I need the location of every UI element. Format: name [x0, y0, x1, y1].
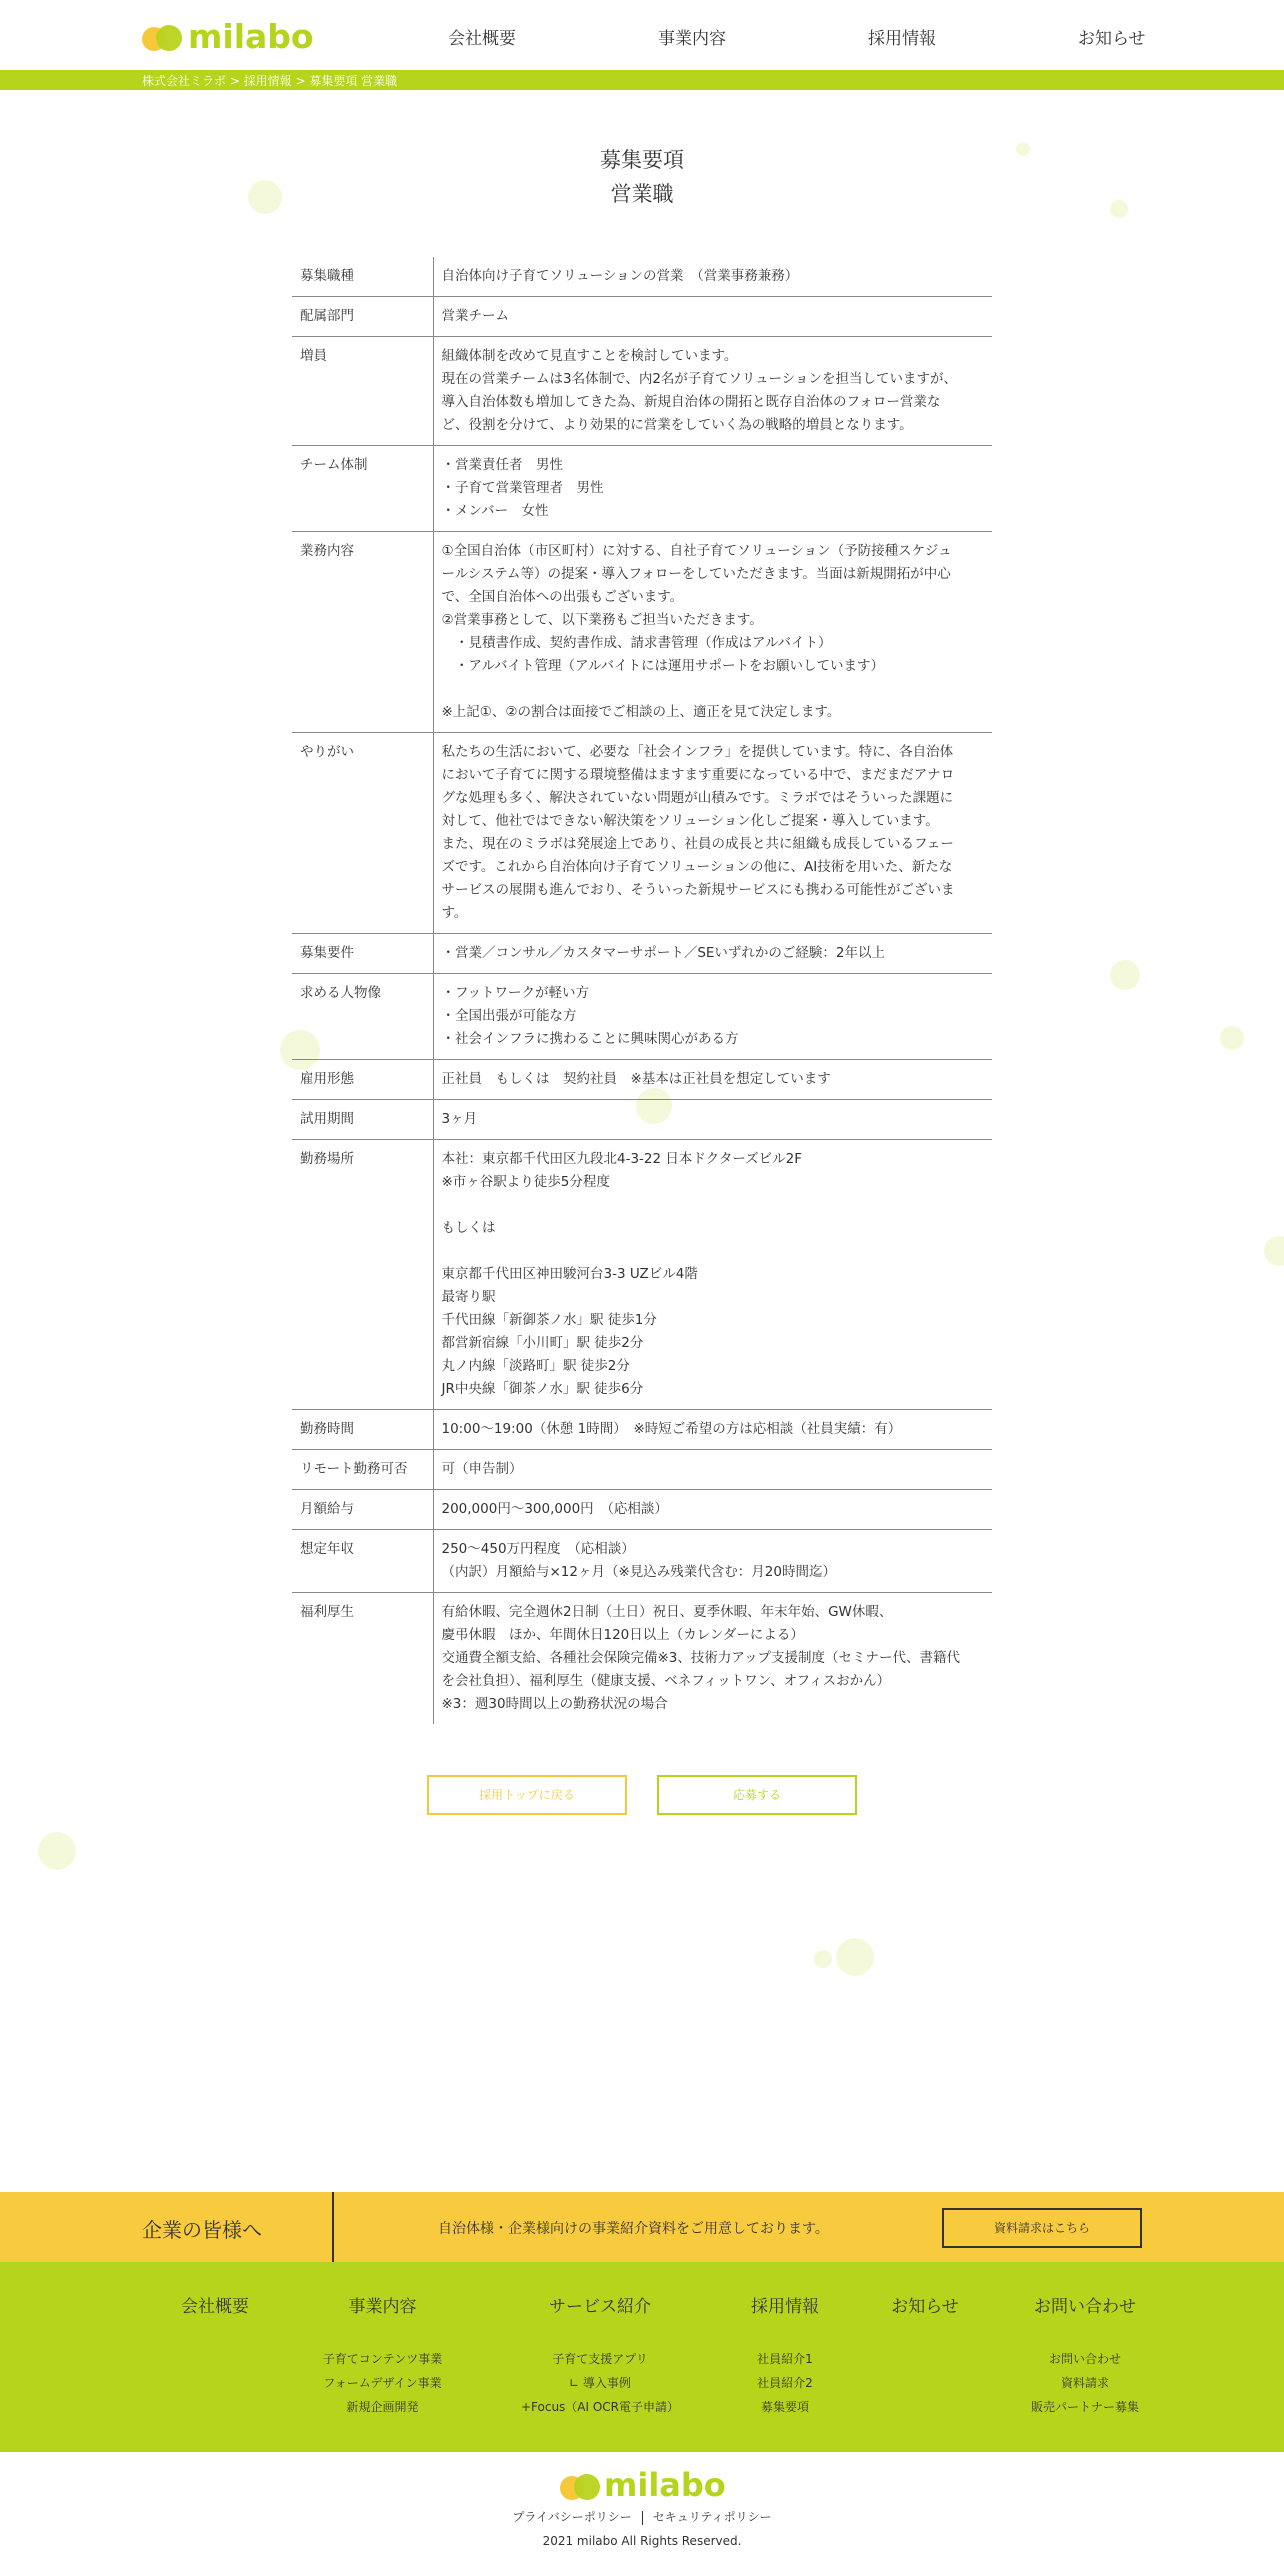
footer-heading[interactable]: サービス紹介: [549, 2297, 651, 2317]
banner-title: 企業の皆様へ: [142, 2218, 262, 2242]
decorative-bubble: [814, 1950, 832, 1968]
table-row: [292, 1450, 992, 1490]
footer-col-recruit: [740, 2292, 830, 2419]
footer-heading[interactable]: 採用情報: [751, 2297, 819, 2317]
table-row: [292, 1060, 992, 1100]
nav-recruit[interactable]: 採用情報: [868, 29, 936, 49]
footer-heading[interactable]: 会社概要: [181, 2297, 249, 2317]
row-value: 有給休暇、完全週休2日制（土日）祝日、夏季休暇、年末年始、GW休暇、 慶弔休暇 ほか、年間休日120日以上（カレンダーによる） 交通費全額支給、各種社会保険完備※3、技術力アップ支援制度（セミナー代、書籍代 を会社負担）、福利厚生（健康支援、ベネフィットワン、オフィスおかん） ※3：週30時間以上の勤務状況の場合: [441, 1604, 960, 1712]
site-logo[interactable]: [142, 18, 314, 54]
footer-col-services: [500, 2292, 700, 2419]
table-row: [292, 1410, 992, 1450]
footer-link[interactable]: ∟ 導入事例: [569, 2376, 631, 2390]
table-row: [292, 1593, 992, 1725]
nav-news[interactable]: お知らせ: [1078, 29, 1146, 49]
page-title: 募集要項: [600, 148, 684, 172]
policy-links: [0, 2508, 1284, 2525]
request-materials-button[interactable]: 資料請求はこちら: [942, 2208, 1142, 2248]
row-value: ・営業責任者 男性 ・子育て営業管理者 男性 ・メンバー 女性: [433, 446, 992, 532]
row-label: 業務内容: [292, 532, 433, 733]
footer-link[interactable]: 社員紹介1: [757, 2352, 813, 2366]
footer-link[interactable]: 販売パートナー募集: [1030, 2400, 1139, 2414]
footer-heading[interactable]: お問い合わせ: [1034, 2297, 1136, 2317]
row-label: チーム体制: [292, 446, 433, 532]
footer-heading[interactable]: お知らせ: [891, 2297, 959, 2317]
row-label: 雇用形態: [292, 1060, 433, 1100]
row-value: ・営業／コンサル／カスタマーサポート／SEいずれかのご経験：2年以上: [433, 934, 992, 974]
apply-button[interactable]: 応募する: [657, 1775, 857, 1815]
breadcrumb[interactable]: 株式会社ミラボ > 採用情報 > 募集要項 営業職: [142, 74, 398, 88]
banner-text: 自治体様・企業様向けの事業紹介資料をご用意しております。: [438, 2221, 829, 2237]
decorative-bubble: [1110, 960, 1140, 990]
footer-link[interactable]: +Focus（AI OCR電子申請）: [520, 2400, 680, 2414]
site-footer: [0, 2452, 1284, 2568]
back-to-recruit-button[interactable]: 採用トップに戻る: [427, 1775, 627, 1815]
footer-link[interactable]: お問い合わせ: [1048, 2352, 1121, 2366]
footer-col-news: [880, 2292, 970, 2347]
row-label: 想定年収: [292, 1530, 433, 1593]
table-row: [292, 1490, 992, 1530]
table-row: [292, 934, 992, 974]
footer-col-company: [180, 2292, 250, 2347]
table-row: [292, 1140, 992, 1410]
footer-nav: [0, 2262, 1284, 2452]
security-policy-link[interactable]: セキュリティポリシー: [652, 2510, 772, 2524]
logo-mark-icon: [142, 21, 184, 51]
copyright: 2021 milabo All Rights Reserved.: [542, 2534, 742, 2548]
footer-logo[interactable]: [560, 2466, 726, 2504]
table-row: [292, 532, 992, 733]
logo-mark-icon: [560, 2470, 600, 2500]
footer-link[interactable]: 社員紹介2: [757, 2376, 813, 2390]
row-value: ・フットワークが軽い方 ・全国出張が可能な方 ・社会インフラに携わることに興味関心がある方: [433, 974, 992, 1060]
row-value: 営業チーム: [433, 297, 992, 337]
logo-text: milabo: [188, 16, 314, 56]
decorative-bubble: [1220, 1026, 1244, 1050]
row-value: 可（申告制）: [433, 1450, 992, 1490]
row-label: 勤務場所: [292, 1140, 433, 1410]
privacy-policy-link[interactable]: プライバシーポリシー: [512, 2510, 632, 2524]
row-label: 募集要件: [292, 934, 433, 974]
table-row: [292, 733, 992, 934]
row-label: 募集職種: [292, 257, 433, 297]
row-value: 本社：東京都千代田区九段北4-3-22 日本ドクターズビル2F ※市ヶ谷駅より徒歩5分程度 もしくは 東京都千代田区神田駿河台3-3 UZビル4階 最寄り駅 千代田線「新御茶ノ水」駅 徒歩1分 都営新宿線「小川町」駅 徒歩2分 丸ノ内線「淡路町」駅 徒歩2分 JR中央線「御茶ノ水」駅 徒歩6分: [433, 1140, 992, 1410]
decorative-bubble: [1264, 1236, 1284, 1266]
site-header: [0, 0, 1284, 70]
page-subtitle: 営業職: [610, 182, 674, 206]
row-value: 3ヶ月: [433, 1100, 992, 1140]
footer-link[interactable]: 新規企画開発: [346, 2400, 419, 2414]
row-value: 10:00〜19:00（休憩 1時間） ※時短ご希望の方は応相談（社員実績：有）: [433, 1410, 992, 1450]
table-row: [292, 1530, 992, 1593]
footer-link[interactable]: 募集要項: [760, 2400, 809, 2414]
row-value: 正社員 もしくは 契約社員 ※基本は正社員を想定しています: [433, 1060, 992, 1100]
footer-link[interactable]: 子育て支援アプリ: [552, 2352, 648, 2366]
table-row: [292, 297, 992, 337]
decorative-bubble: [38, 1832, 76, 1870]
table-row: [292, 974, 992, 1060]
requirements-table: [292, 257, 992, 1724]
row-value: ①全国自治体（市区町村）に対する、自社子育てソリューション（予防接種スケジュ ールシステム等）の提案・導入フォローをしていただきます。当面は新規開拓が中心 で、全国自治体への出張もございます。 ②営業事務として、以下業務もご担当いただきます。 ・見積書作成、契約書作成、請求書管理（作成はアルバイト） ・アルバイト管理（アルバイトには運用サポートをお願いしています） ※上記①、②の割合は面接でご相談の上、適正を見て決定します。: [433, 532, 992, 733]
row-label: 月額給与: [292, 1490, 433, 1530]
row-label: 増員: [292, 337, 433, 446]
row-value: 200,000円〜300,000円 （応相談）: [433, 1490, 992, 1530]
banner-divider: [332, 2192, 334, 2262]
footer-logo-text: milabo: [604, 2466, 726, 2504]
nav-company[interactable]: 会社概要: [448, 29, 516, 49]
row-label: 求める人物像: [292, 974, 433, 1060]
row-label: 勤務時間: [292, 1410, 433, 1450]
footer-link[interactable]: 資料請求: [1060, 2376, 1109, 2390]
footer-link[interactable]: フォームデザイン事業: [323, 2376, 442, 2390]
row-label: 福利厚生: [292, 1593, 433, 1725]
footer-col-business: [300, 2292, 465, 2419]
table-row: [292, 257, 992, 297]
footer-col-contact: [1020, 2292, 1150, 2419]
row-label: 試用期間: [292, 1100, 433, 1140]
row-label: やりがい: [292, 733, 433, 934]
policy-separator: [642, 2511, 643, 2525]
table-row: [292, 337, 992, 446]
row-value: 組織体制を改めて見直すことを検討しています。 現在の営業チームは3名体制で、内2名が子育てソリューションを担当していますが、 導入自治体数も増加してきた為、新規自治体の開拓と既存自治体のフォロー営業な ど、役割を分けて、より効果的に営業をしていく為の戦略的増員となります。: [433, 337, 992, 446]
table-row: [292, 1100, 992, 1140]
corporate-banner: [0, 2192, 1284, 2262]
decorative-bubble: [836, 1938, 874, 1976]
row-label: リモート勤務可否: [292, 1450, 433, 1490]
row-label: 配属部門: [292, 297, 433, 337]
footer-link[interactable]: 子育てコンテンツ事業: [322, 2352, 443, 2366]
row-value: 自治体向け子育てソリューションの営業 （営業事務兼務）: [433, 257, 992, 297]
nav-business[interactable]: 事業内容: [658, 29, 726, 49]
footer-heading[interactable]: 事業内容: [348, 2297, 417, 2317]
main-nav: [448, 24, 1284, 49]
table-row: [292, 446, 992, 532]
row-value: 250〜450万円程度 （応相談） （内訳）月額給与×12ヶ月（※見込み残業代含む：月20時間迄）: [433, 1530, 992, 1593]
row-value: 私たちの生活において、必要な「社会インフラ」を提供しています。特に、各自治体 において子育てに関する環境整備はますます重要になっている中で、まだまだアナロ グな処理も多く、解決されていない問題が山積みです。ミラボではそういった課題に 対して、他社ではできない解決策をソリューション化しご提案・導入しています。 また、現在のミラボは発展途上であり、社員の成長と共に組織も成長しているフェー ズです。これから自治体向け子育てソリューションの他に、AI技術を用いた、新たな サービスの展開も進んでおり、そういった新規サービスにも携わる可能性がございま す。: [433, 733, 992, 934]
